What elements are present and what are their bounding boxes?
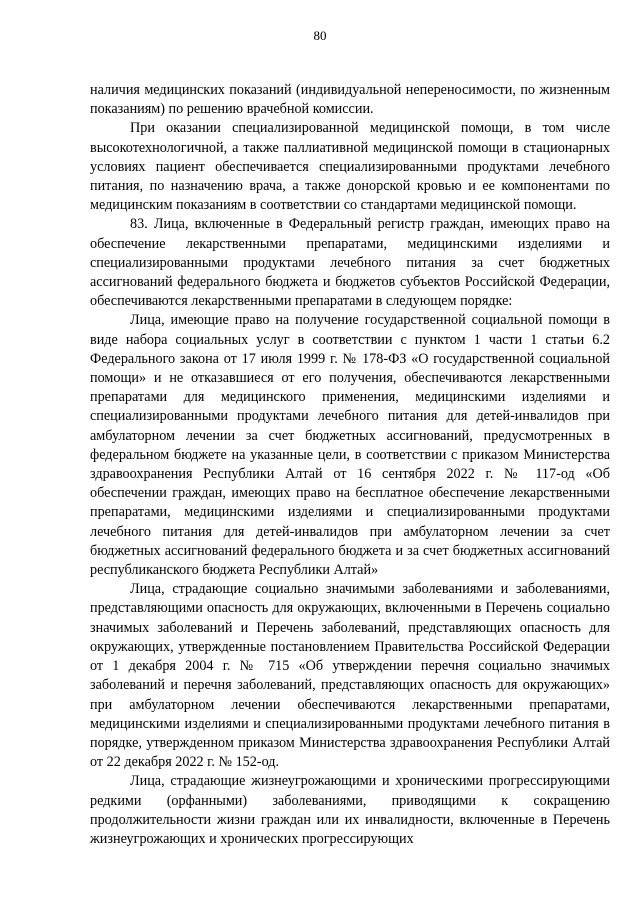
paragraph-socially-significant-diseases: Лица, страдающие социально значимыми заболеваниями и заболеваниями, представляющими опасность для окружающих, включенными в Перечень социально значимых заболеваний и Перечень заболеваний, представляющих опасность для окружающих, утвержденные постановлением Правительства Российской Федерации от 1 декабря 2004 г. № 715 «Об утверждении перечня социально значимых заболеваний и перечня заболеваний, представляющих опасность для окружающих» при амбулаторном лечении обеспечиваются лекарственными препаратами, медицинскими изделиями и специализированными продуктами лечебного питания в порядке, утвержденном приказом Министерства здравоохранения Республики Алтай от 22 декабря 2022 г. № 152-од. [90,581,610,771]
paragraph-continuation: наличия медицинских показаний (индивидуальной непереносимости, по жизненным показаниям) по решению врачебной комиссии. [90,82,610,118]
paragraph-specialized-care: При оказании специализированной медицинской помощи, в том числе высокотехнологичной, а также паллиативной медицинской помощи в стационарных условиях пациент обеспечивается специализированными продуктами лечебного питания, по назначению врача, а также донорской кровью и ее компонентами по медицинским показаниям в соответствии со стандартами медицинской помощи. [90,120,610,214]
paragraph-item-83: 83. Лица, включенные в Федеральный регистр граждан, имеющих право на обеспечение лекарственными препаратами, медицинскими изделиями и специализированными продуктами лечебного питания за счет бюджетных ассигнований федерального бюджета и бюджетов субъектов Российской Федерации, обеспечиваются лекарственными препаратами в следующем порядке: [90,216,610,310]
paragraph-orphan-diseases: Лица, страдающие жизнеугрожающими и хроническими прогрессирующими редкими (орфанными) заболеваниями, приводящими к сокращению продолжительности жизни граждан или их инвалидности, включенные в Перечень жизнеугрожающих и хронических прогрессирующих [90,773,610,847]
page-number: 80 [313,28,327,43]
body-text [90,81,610,849]
paragraph-social-assistance: Лица, имеющие право на получение государственной социальной помощи в виде набора социальных услуг в соответствии с пунктом 1 части 1 статьи 6.2 Федерального закона от 17 июля 1999 г. № 178-ФЗ «О государственной социальной помощи» и не отказавшиеся от его получения, обеспечиваются лекарственными препаратами для медицинского применения, медицинскими изделиями и специализированными продуктами лечебного питания для детей-инвалидов при амбулаторном лечении за счет бюджетных ассигнований, предусмотренных в федеральном бюджете на указанные цели, в соответствии с приказом Министерства здравоохранения Республики Алтай от 16 сентября 2022 г. № 117-од «Об обеспечении граждан, имеющих право на бесплатное обеспечение лекарственными препаратами, медицинскими изделиями и специализированными продуктами лечебного питания для детей-инвалидов при амбулаторном лечении за счет бюджетных ассигнований федерального бюджета и за счет бюджетных ассигнований республиканского бюджета Республики Алтай» [90,312,610,579]
